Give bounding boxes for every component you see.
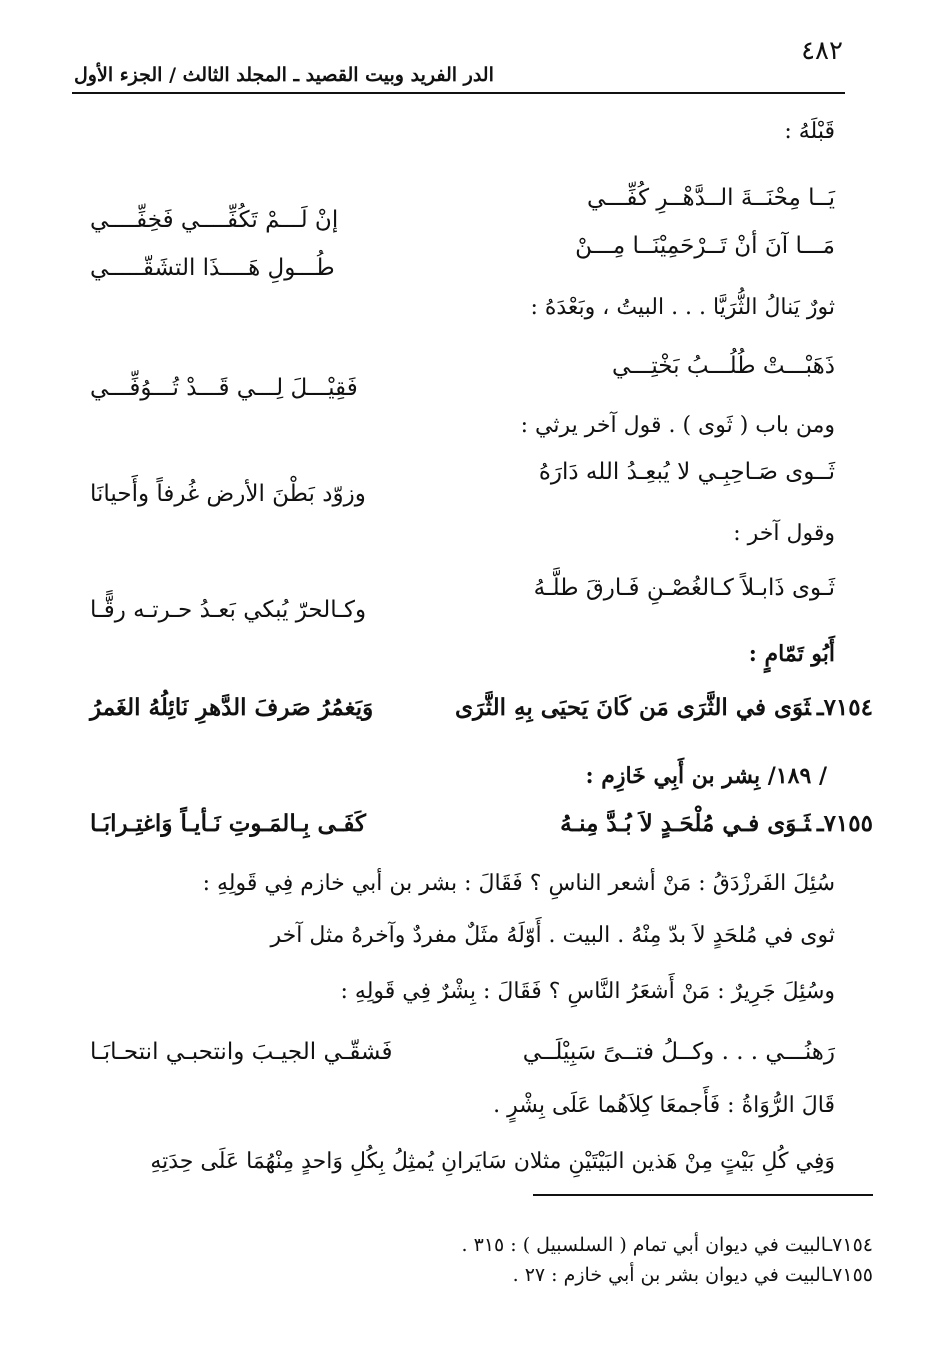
- verse-8-first-hemistich: رَهنُـــي . . . وكــلُ فتــىً سَبِيْلَــي: [522, 1039, 835, 1065]
- footnote-divider: [533, 1194, 873, 1196]
- prose-narrators: قَالَ الرُّوَاةُ : فَأَجمعَا كِلاَهُما عَلَى بِشْرٍ .: [493, 1093, 835, 1118]
- poet-abu-tammam: أَبُو تَمّامٍ :: [748, 641, 835, 667]
- verse-1: [90, 178, 835, 233]
- verse-1-second-hemistich: إنْ لَـــمْ تَكُفِّــــي فَخِفِّــــي: [90, 207, 339, 233]
- before-label: قَبْلَهُ :: [784, 119, 835, 144]
- verse-5-first-hemistich: ثَـوى ذَابـلاً كـالغُصْـنِ فَـارقَ طلَّـهُ: [533, 575, 835, 601]
- footnote-7154: [462, 1232, 873, 1258]
- another-label: وقول آخر :: [733, 521, 835, 546]
- verse-7154-first-hemistich: [455, 688, 873, 728]
- verse-7155-number: ٧١٥٥ـ: [816, 810, 873, 837]
- footnote-7155-text: البيت في ديوان بشر بن أبي خازم : ٢٧ .: [512, 1264, 827, 1286]
- verse-7154-first-text: ثَوَى في الثَّرَى مَن كَانَ يَحيَى بِهِ الثَّرَى: [454, 694, 811, 721]
- verse-7154-number: ٧١٥٤ـ: [816, 694, 873, 721]
- verse-3-second-hemistich: فَقِيْـــلَ لِـــي قَـــدْ تُـــوُفِّـــي: [90, 375, 358, 401]
- verse-2: [90, 226, 835, 281]
- prose-proverb: ثوى في مُلحَدٍ لاَ بدّ مِنْهُ . البيت . أَوّلَهُ مثَلٌ مفردٌ وآخرهُ مثل آخر: [270, 923, 835, 948]
- footnote-7155: [513, 1262, 873, 1288]
- verse-4-second-hemistich: وزوّد بَطْنَ الأرض غُرفاً وأَحيانَا: [90, 481, 366, 507]
- verse-7154: [90, 688, 873, 728]
- verse-7155: [90, 804, 873, 844]
- prose-two-proverbs: وَفِي كُلِ بَيْتٍ مِنْ هَذين البَيْتَيْنِ مثلان سَايَرانِ يُمثِلُ بِكُلِ وَاحدٍ مِنْهُمَا عَلَى حِدَتِهِ: [150, 1149, 835, 1174]
- verse-7155-first-hemistich: [560, 804, 873, 844]
- prose-jarir: وسُئِلَ جَرِيرٌ : مَنْ أَشعَرُ النَّاسِ ؟ فَقَالَ : بِشْرٌ فِي قَولِهِ :: [340, 979, 835, 1004]
- verse-2-first-hemistich: مَـــا آنَ أنْ تَــرْحَمِيْنَــا مِـــنْ: [575, 233, 835, 259]
- prose-farazdaq: سُئِلَ الفَرزْدَقُ : مَنْ أشعر الناسِ ؟ فَقَالَ : بشر بن أبي خازم فِي قَولِهِ :: [202, 871, 835, 896]
- verse-5-second-hemistich: وكـالحرّ يُبكي بَعـدُ حـرتـه رقًّـا: [90, 597, 367, 623]
- verse-8: [90, 1032, 835, 1072]
- verse-3: [90, 346, 835, 401]
- verse-2-second-hemistich: طُـــولِ هَــــذَا التشَقّـــــي: [90, 255, 335, 281]
- footnote-7154-text: البيت في ديوان أبي تمام ( السلسبيل ) : ٣١٥ .: [461, 1234, 827, 1256]
- verse-3-first-hemistich: ذَهَبْـــتْ طُلُـــبُ بَخْتِـــي: [611, 353, 835, 379]
- verse-5: [90, 568, 835, 623]
- header-divider: [72, 92, 845, 94]
- verse-4: [90, 452, 835, 507]
- footnote-7155-number: ٧١٥٥ـ: [826, 1264, 873, 1286]
- verse-8-second-hemistich: فَشقّـي الجيـبَ وانتحبـي انتحـابَـا: [90, 1039, 393, 1065]
- poet-bishr: / ١٨٩/ بِشر بن أَبِي خَازِم :: [585, 763, 827, 789]
- after-label: ثورٌ يَنالُ الثُّرَيَّا . . . البيتُ ، وبَعْدَهُ :: [530, 295, 835, 320]
- verse-7154-second-hemistich: وَيَغمُرُ صَرفَ الدَّهرِ نَائِلُهُ الغَمرُ: [90, 694, 374, 721]
- verse-4-first-hemistich: ثَــوى صَـاحِبِـي لا يُبعِـدُ الله دَارَهُ: [538, 459, 835, 485]
- footnote-7154-number: ٧١٥٤ـ: [826, 1234, 873, 1256]
- bab-intro: ومن باب ( ثَوى ) . قول آخر يرثي :: [520, 413, 835, 438]
- running-header-title: الدر الفريد وبيت القصيد ـ المجلد الثالث / الجزء الأول: [74, 64, 494, 86]
- verse-7155-second-hemistich: كَفَـى بِـالمَـوتِ نَـأيـاً وَاغتِـرابَـا: [90, 810, 366, 837]
- page-number: ٤٨٢: [801, 36, 843, 66]
- verse-7155-first-text: ثَـوَى فـي مُلْحَـدٍ لاَ بُـدَّ مِنـهُ: [560, 810, 811, 837]
- verse-1-first-hemistich: يَــا مِحْنَــةَ الــدَّهْــرِ كُفِّـــي: [587, 185, 835, 211]
